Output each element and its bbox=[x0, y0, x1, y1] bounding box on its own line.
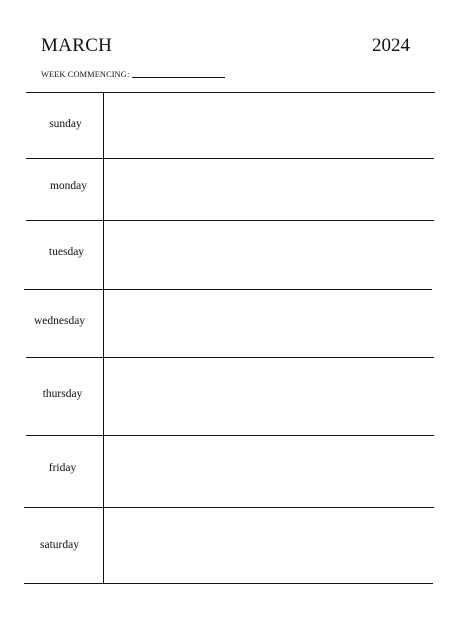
column-divider bbox=[103, 93, 104, 584]
row-divider bbox=[26, 92, 435, 93]
day-label-wednesday: wednesday bbox=[33, 315, 86, 327]
row-divider bbox=[26, 158, 434, 159]
row-divider bbox=[26, 435, 434, 436]
row-divider bbox=[24, 507, 434, 508]
row-divider bbox=[24, 289, 432, 290]
row-divider bbox=[24, 583, 433, 584]
day-label-sunday: sunday bbox=[49, 118, 82, 130]
month-title: MARCH bbox=[41, 35, 113, 56]
year-title: 2024 bbox=[372, 35, 410, 56]
day-label-thursday: thursday bbox=[42, 388, 83, 400]
week-commencing-label: WEEK COMMENCING: bbox=[41, 69, 130, 79]
day-label-tuesday: tuesday bbox=[48, 246, 85, 258]
row-divider bbox=[26, 357, 434, 358]
week-commencing-blank-line[interactable] bbox=[132, 77, 225, 78]
day-label-saturday: saturday bbox=[40, 539, 79, 551]
day-label-friday: friday bbox=[48, 462, 77, 474]
row-divider bbox=[26, 220, 434, 221]
day-label-monday: monday bbox=[49, 180, 88, 192]
week-commencing bbox=[41, 67, 225, 79]
